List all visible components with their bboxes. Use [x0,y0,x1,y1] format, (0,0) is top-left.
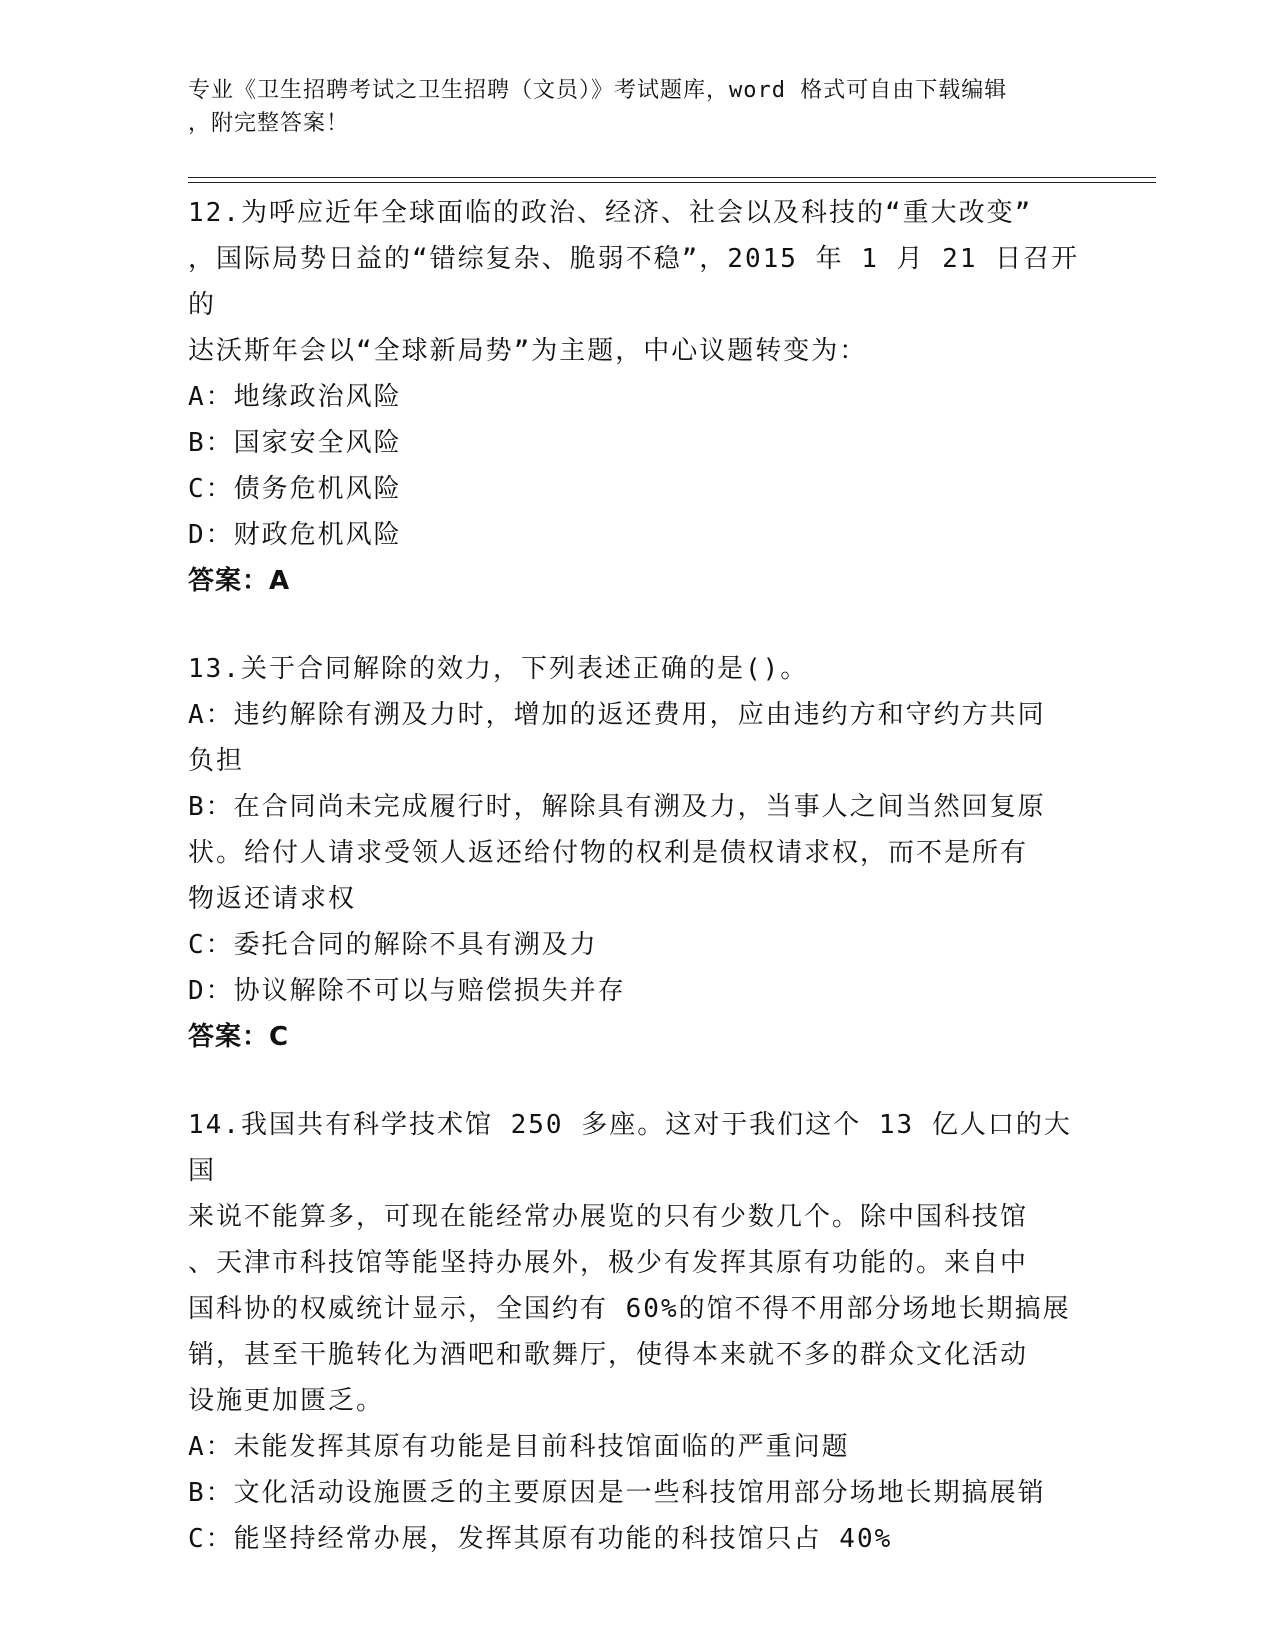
question-12 [188,190,1088,604]
document-header [188,74,1068,140]
question-stem-line: 销，甚至干脆转化为酒吧和歌舞厅，使得本来就不多的群众文化活动 [188,1340,1029,1370]
header-line-2: ，附完整答案！ [188,111,350,136]
question-stem-line: 设施更加匮乏。 [188,1386,385,1416]
question-stem-line: 13.关于合同解除的效力，下列表述正确的是()。 [188,654,809,684]
question-stem-line: 来说不能算多，可现在能经常办展览的只有少数几个。除中国科技馆 [188,1202,1029,1232]
option-d: D：财政危机风险 [188,520,402,550]
option-b-continued: 状。给付人请求受领人返还给付物的权利是债权请求权，而不是所有 [188,838,1029,868]
question-stem-line: 、天津市科技馆等能坚持办展外，极少有发挥其原有功能的。来自中 [188,1248,1029,1278]
header-line-1: 专业《卫生招聘考试之卫生招聘（文员）》考试题库，word 格式可自由下载编辑 [188,78,1008,103]
option-a: A：未能发挥其原有功能是目前科技馆面临的严重问题 [188,1432,850,1462]
option-a-continued: 负担 [188,746,245,776]
option-b: B：在合同尚未完成履行时，解除具有溯及力，当事人之间当然回复原 [188,792,1046,822]
question-stem-line: 12.为呼应近年全球面临的政治、经济、社会以及科技的“重大改变” [188,198,1033,228]
question-stem-line: 达沃斯年会以“全球新局势”为主题，中心议题转变为： [188,336,868,366]
question-stem-line: 14.我国共有科学技术馆 250 多座。这对于我们这个 13 亿人口的大国 [188,1110,1072,1186]
option-b-continued: 物返还请求权 [188,884,357,914]
option-c: C：债务危机风险 [188,474,402,504]
option-b: B：文化活动设施匮乏的主要原因是一些科技馆用部分场地长期搞展销 [188,1478,1046,1508]
header-divider-top [188,177,1156,178]
header-divider-bottom [188,182,1156,183]
option-c: C：能坚持经常办展，发挥其原有功能的科技馆只占 40% [188,1524,893,1554]
question-list [188,190,1088,1604]
option-d: D：协议解除不可以与赔偿损失并存 [188,976,626,1006]
option-c: C：委托合同的解除不具有溯及力 [188,930,598,960]
option-a: A：地缘政治风险 [188,382,402,412]
question-stem-line: ，国际局势日益的“错综复杂、脆弱不稳”，2015 年 1 月 21 日召开的 [188,244,1080,320]
question-14 [188,1102,1088,1562]
option-a: A：违约解除有溯及力时，增加的返还费用，应由违约方和守约方共同 [188,700,1046,730]
option-b: B：国家安全风险 [188,428,402,458]
question-stem-line: 国科协的权威统计显示，全国约有 60%的馆不得不用部分场地长期搞展 [188,1294,1071,1324]
question-13 [188,646,1088,1060]
answer-label: 答案：A [188,566,291,596]
answer-label: 答案：C [188,1022,290,1052]
